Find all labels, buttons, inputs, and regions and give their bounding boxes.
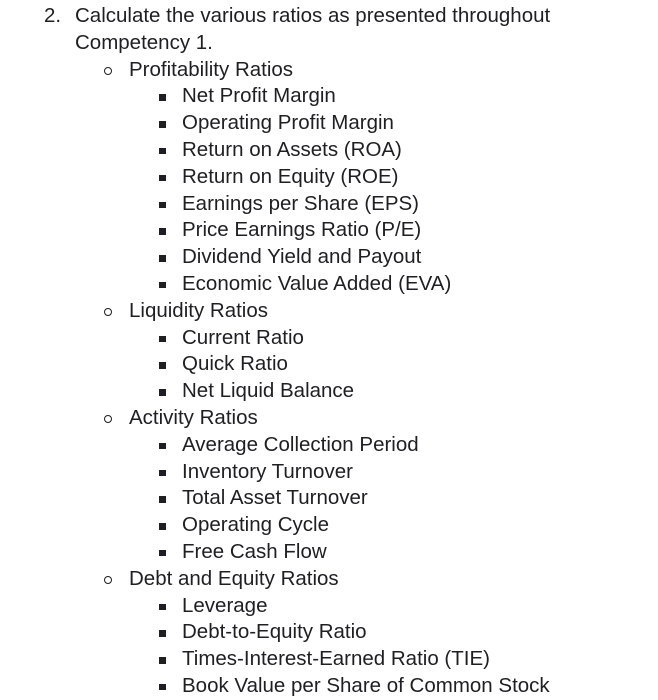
group-liquidity (0, 298, 658, 325)
list-item (0, 325, 658, 352)
group-title: Liquidity Ratios (129, 298, 269, 322)
list-item-label: Total Asset Turnover (182, 486, 368, 510)
square-bullet-icon (159, 94, 166, 101)
list-item-label: Times-Interest-Earned Ratio (TIE) (182, 647, 490, 671)
document-body (0, 3, 658, 700)
square-bullet-icon (159, 470, 166, 477)
list-item (0, 619, 658, 646)
list-item-label: Operating Profit Margin (182, 111, 394, 135)
list-item-label: Operating Cycle (182, 513, 329, 537)
list-item (0, 351, 658, 378)
square-bullet-icon (159, 389, 166, 396)
square-bullet-icon (159, 175, 166, 182)
list-item (0, 244, 658, 271)
list-item (0, 110, 658, 137)
hollow-bullet-icon (104, 67, 112, 75)
item-text-line-2: Competency 1. (75, 30, 213, 54)
square-bullet-icon (159, 282, 166, 289)
list-item-label: Return on Assets (ROA) (182, 137, 402, 161)
hollow-bullet-icon (104, 415, 112, 423)
hollow-bullet-icon (104, 576, 112, 584)
square-bullet-icon (159, 336, 166, 343)
list-item (0, 164, 658, 191)
list-item-label: Net Profit Margin (182, 84, 336, 108)
list-item-2 (0, 3, 658, 30)
square-bullet-icon (159, 523, 166, 530)
list-item-label: Inventory Turnover (182, 459, 353, 483)
list-item (0, 459, 658, 486)
list-item-label: Net Liquid Balance (182, 379, 355, 403)
square-bullet-icon (159, 228, 166, 235)
list-item (0, 673, 658, 700)
square-bullet-icon (159, 630, 166, 637)
list-item-label: Current Ratio (182, 325, 304, 349)
list-item (0, 646, 658, 673)
square-bullet-icon (159, 362, 166, 369)
group-activity (0, 405, 658, 432)
group-title: Debt and Equity Ratios (129, 566, 339, 590)
list-item (0, 539, 658, 566)
square-bullet-icon (159, 604, 166, 611)
list-item-label: Leverage (182, 593, 268, 617)
square-bullet-icon (159, 255, 166, 262)
list-item (0, 512, 658, 539)
list-item (0, 191, 658, 218)
list-item-label: Economic Value Added (EVA) (182, 271, 452, 295)
group-profitability (0, 57, 658, 84)
list-item (0, 432, 658, 459)
list-item (0, 378, 658, 405)
list-item (0, 485, 658, 512)
square-bullet-icon (159, 148, 166, 155)
list-item-label: Free Cash Flow (182, 539, 327, 563)
list-item (0, 271, 658, 298)
square-bullet-icon (159, 684, 166, 691)
list-item-2-continuation (0, 30, 658, 57)
hollow-bullet-icon (104, 308, 112, 316)
list-item-label: Dividend Yield and Payout (182, 245, 422, 269)
list-item-label: Return on Equity (ROE) (182, 164, 399, 188)
square-bullet-icon (159, 121, 166, 128)
item-number: 2. (44, 4, 62, 27)
list-item-label: Earnings per Share (EPS) (182, 191, 420, 215)
list-item-label: Price Earnings Ratio (P/E) (182, 218, 422, 242)
group-title: Profitability Ratios (129, 57, 294, 81)
item-text-line-1: Calculate the various ratios as presented throughout (75, 4, 551, 27)
square-bullet-icon (159, 202, 166, 209)
square-bullet-icon (159, 550, 166, 557)
list-item-label: Average Collection Period (182, 432, 419, 456)
square-bullet-icon (159, 657, 166, 664)
list-item (0, 137, 658, 164)
group-debt-equity (0, 566, 658, 593)
list-item (0, 593, 658, 620)
group-title: Activity Ratios (129, 405, 258, 429)
list-item (0, 83, 658, 110)
list-item-label: Book Value per Share of Common Stock (182, 673, 550, 697)
list-item-label: Debt-to-Equity Ratio (182, 620, 367, 644)
square-bullet-icon (159, 496, 166, 503)
square-bullet-icon (159, 443, 166, 450)
list-item-label: Quick Ratio (182, 352, 288, 376)
list-item (0, 217, 658, 244)
